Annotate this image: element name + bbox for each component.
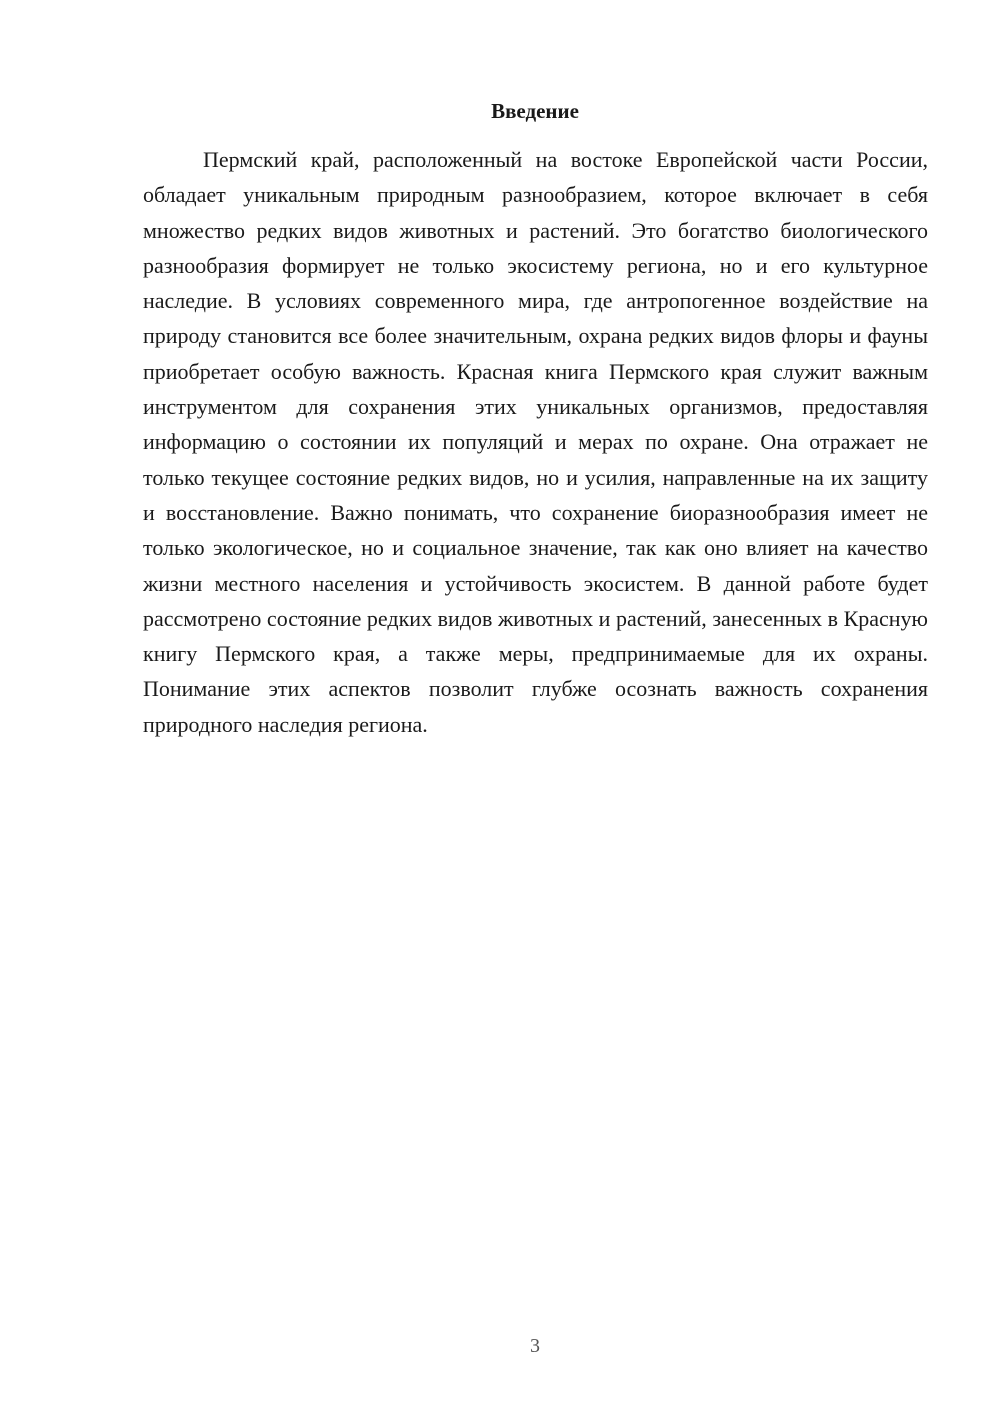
- page-number: 3: [530, 1335, 540, 1357]
- body-paragraph: Пермский край, расположенный на востоке Европейской части России, обладает уникальным природным разнообразием, которое включает в себя множество редких видов животных и растений. Это богатство биологического разнообразия формирует не только экосистему региона, но и его культурное наследие. В условиях современного мира, где антропогенное воздействие на природу становится все более значительным, охрана редких видов флоры и фауны приобретает особую важность. Красная книга Пермского края служит важным инструментом для сохранения этих уникальных организмов, предоставляя информацию о состоянии их популяций и мерах по охране. Она отражает не только текущее состояние редких видов, но и усилия, направленные на их защиту и восстановление. Важно понимать, что сохранение биоразнообразия имеет не только экологическое, но и социальное значение, так как оно влияет на качество жизни местного населения и устойчивость экосистем. В данной работе будет рассмотрено состояние редких видов животных и растений, занесенных в Красную книгу Пермского края, а также меры, предпринимаемые для их охраны. Понимание этих аспектов позволит глубже осознать важность сохранения природного наследия региона.: [143, 147, 928, 737]
- section-title: Введение: [491, 99, 579, 123]
